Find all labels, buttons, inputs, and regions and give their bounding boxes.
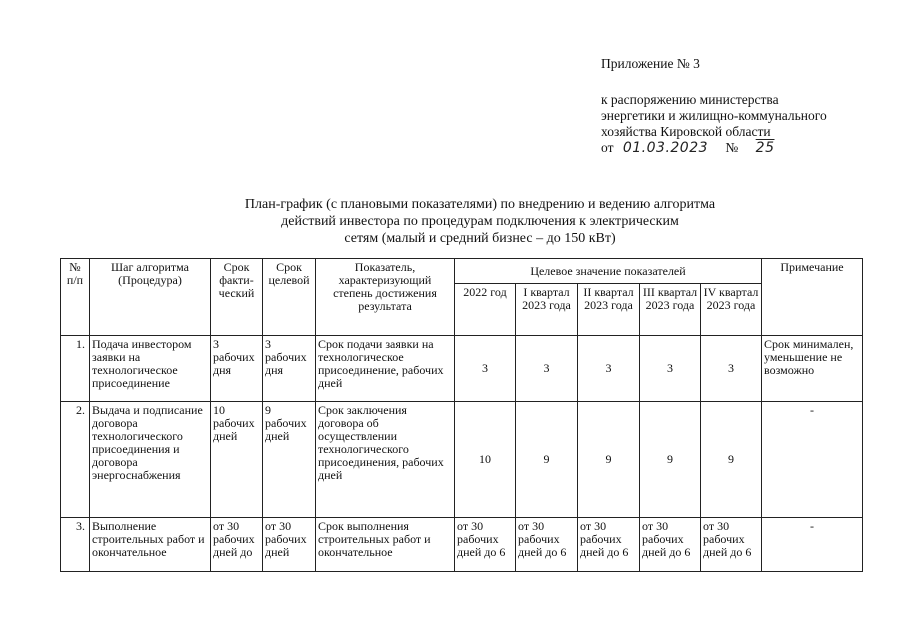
row-note: - [762,402,863,518]
row-num: 1. [61,336,90,402]
row-indicator: Срок подачи заявки на технологическое присоединение, рабочих дней [316,336,455,402]
row-target: от 30 рабочих дней [263,518,316,572]
header-step: Шаг алгоритма (Процедура) [90,259,211,336]
row-value: от 30 рабочих дней до 6 [701,518,762,572]
header-num: № п/п [61,259,90,336]
table-row [61,336,863,402]
row-step: Подача инвестором заявки на технологическое присоединение [90,336,211,402]
row-value: 3 [455,336,516,402]
row-value: 3 [516,336,578,402]
row-value: 3 [640,336,701,402]
header-actual: Срок факти-ческий [211,259,263,336]
row-value: 10 [455,402,516,518]
title-line: действий инвестора по процедурам подключения к электрическим [281,214,679,229]
row-note: Срок минимален, уменьшение не возможно [762,336,863,402]
appendix-line: хозяйства Кировской области [601,124,771,139]
from-label: от [601,140,614,155]
row-step: Выдача и подписание договора технологического присоединения и договора энергоснабжения [90,402,211,518]
row-value: 9 [701,402,762,518]
row-value: 9 [578,402,640,518]
row-target: 9 рабочих дней [263,402,316,518]
row-num: 2. [61,402,90,518]
header-target-value: Целевое значение показателей [455,259,762,284]
title-line: сетям (малый и средний бизнес – до 150 кВт) [344,231,616,246]
schedule-table [60,258,863,572]
header-indicator: Показатель, характеризующий степень достижения результата [316,259,455,336]
row-value: 9 [516,402,578,518]
row-value: от 30 рабочих дней до 6 [455,518,516,572]
table-row [61,518,863,572]
header-period: II квартал 2023 года [578,284,640,336]
row-value: от 30 рабочих дней до 6 [578,518,640,572]
row-actual: 10 рабочих дней [211,402,263,518]
header-target: Срок целевой [263,259,316,336]
row-note: - [762,518,863,572]
appendix-block [601,56,827,156]
appendix-line: к распоряжению министерства [601,92,779,107]
row-num: 3. [61,518,90,572]
header-period: III квартал 2023 года [640,284,701,336]
title-line: План-график (с плановыми показателями) по внедрению и ведению алгоритма [244,197,716,212]
row-actual: от 30 рабочих дней до [211,518,263,572]
row-indicator: Срок заключения договора об осуществлении технологического присоединения, рабочих дней [316,402,455,518]
number-label: № [725,140,739,155]
header-period: I квартал 2023 года [516,284,578,336]
handwritten-date: 01.03.2023 [622,140,709,156]
row-target: 3 рабочих дня [263,336,316,402]
row-value: от 30 рабочих дней до 6 [640,518,701,572]
row-step: Выполнение строительных работ и окончательное [90,518,211,572]
row-value: 9 [640,402,701,518]
row-value: 3 [701,336,762,402]
row-value: 3 [578,336,640,402]
header-period: IV квартал 2023 года [701,284,762,336]
header-note: Примечание [762,259,863,336]
table-row [61,402,863,518]
row-value: от 30 рабочих дней до 6 [516,518,578,572]
document-title [170,196,790,247]
header-period: 2022 год [455,284,516,336]
appendix-title: Приложение № 3 [601,56,700,71]
row-indicator: Срок выполнения строительных работ и окончательное [316,518,455,572]
handwritten-number: 25 [755,140,775,156]
appendix-date-line [601,140,827,156]
appendix-line: энергетики и жилищно-коммунального [601,108,827,123]
row-actual: 3 рабочих дня [211,336,263,402]
